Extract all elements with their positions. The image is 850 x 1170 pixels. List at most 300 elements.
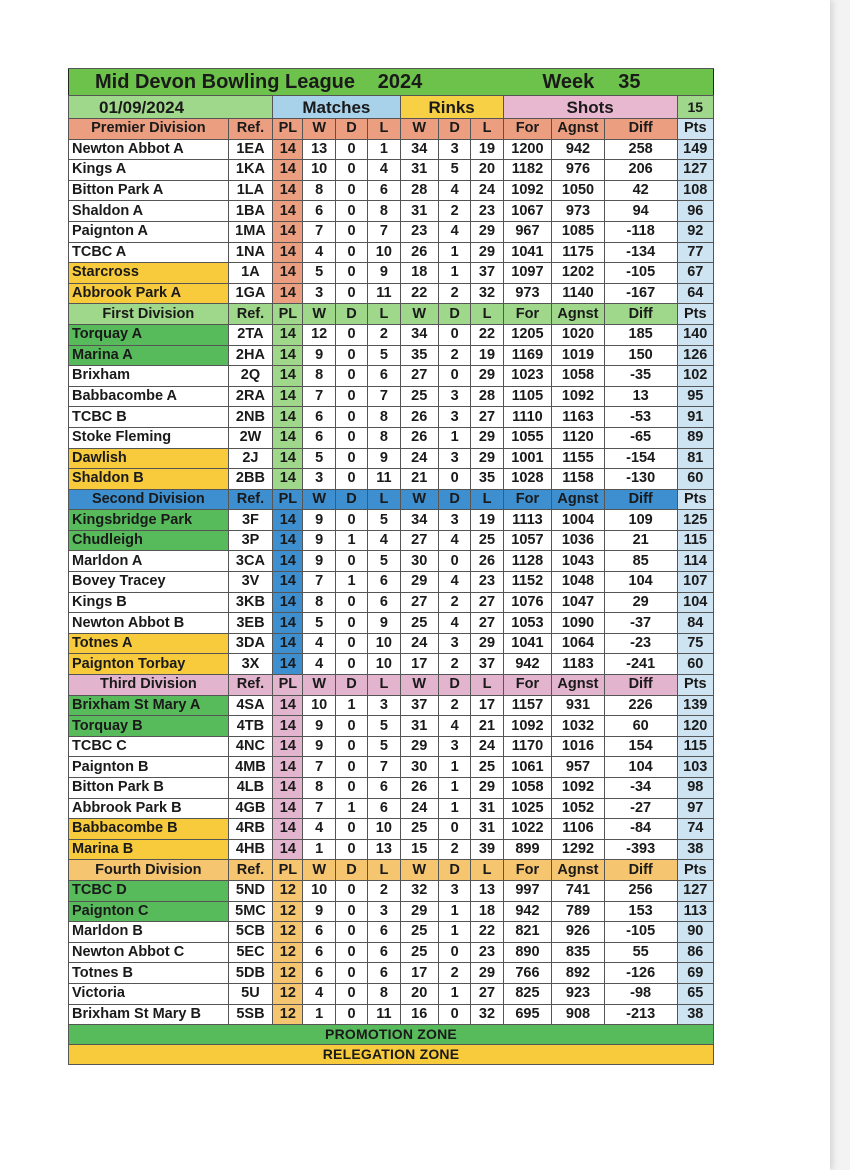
rinks-lost-cell: 23 <box>471 572 503 593</box>
matches-drawn-cell: 0 <box>335 922 367 943</box>
shots-against-cell: 741 <box>552 880 605 901</box>
points-cell: 139 <box>677 695 713 716</box>
column-header-rinks-won: W <box>400 860 438 881</box>
points-cell: 67 <box>677 263 713 284</box>
team-row <box>69 386 714 407</box>
shots-for-cell: 1061 <box>503 757 552 778</box>
matches-won-cell: 5 <box>303 448 335 469</box>
matches-won-cell: 5 <box>303 263 335 284</box>
shots-for-cell: 1028 <box>503 469 552 490</box>
ref-cell: 3V <box>228 572 272 593</box>
shot-diff-cell: 42 <box>604 180 677 201</box>
shots-against-cell: 1120 <box>552 427 605 448</box>
team-row <box>69 366 714 387</box>
team-row <box>69 283 714 304</box>
matches-lost-cell: 8 <box>368 407 400 428</box>
shot-diff-cell: 258 <box>604 139 677 160</box>
shots-against-cell: 1064 <box>552 633 605 654</box>
rinks-drawn-cell: 2 <box>438 592 470 613</box>
points-cell: 89 <box>677 427 713 448</box>
matches-won-cell: 10 <box>303 880 335 901</box>
rinks-lost-cell: 17 <box>471 695 503 716</box>
matches-lost-cell: 7 <box>368 221 400 242</box>
matches-drawn-cell: 0 <box>335 592 367 613</box>
rinks-won-cell: 26 <box>400 407 438 428</box>
rinks-drawn-cell: 3 <box>438 510 470 531</box>
shots-for-cell: 1152 <box>503 572 552 593</box>
shot-diff-cell: -241 <box>604 654 677 675</box>
rinks-lost-cell: 27 <box>471 592 503 613</box>
rinks-won-cell: 25 <box>400 942 438 963</box>
shots-against-cell: 1092 <box>552 386 605 407</box>
shot-diff-cell: -118 <box>604 221 677 242</box>
shots-for-cell: 825 <box>503 983 552 1004</box>
matches-drawn-cell: 1 <box>335 695 367 716</box>
matches-lost-cell: 8 <box>368 201 400 222</box>
rinks-won-cell: 25 <box>400 922 438 943</box>
matches-drawn-cell: 0 <box>335 345 367 366</box>
points-cell: 113 <box>677 901 713 922</box>
played-cell: 14 <box>273 263 303 284</box>
rinks-lost-cell: 29 <box>471 633 503 654</box>
column-header-shot-diff: Diff <box>604 489 677 510</box>
shot-diff-cell: 55 <box>604 942 677 963</box>
ref-cell: 4HB <box>228 839 272 860</box>
ref-cell: 5SB <box>228 1004 272 1025</box>
column-header-played: PL <box>273 860 303 881</box>
team-name: Victoria <box>69 983 229 1004</box>
shot-diff-cell: -23 <box>604 633 677 654</box>
team-name: TCBC A <box>69 242 229 263</box>
matches-drawn-cell: 0 <box>335 901 367 922</box>
column-header-matches-lost: L <box>368 119 400 140</box>
ref-cell: 1A <box>228 263 272 284</box>
points-cell: 115 <box>677 736 713 757</box>
rinks-drawn-cell: 1 <box>438 427 470 448</box>
points-cell: 38 <box>677 839 713 860</box>
column-header-rinks-drawn: D <box>438 119 470 140</box>
team-name: Bitton Park A <box>69 180 229 201</box>
matches-lost-cell: 5 <box>368 345 400 366</box>
team-name: Marina B <box>69 839 229 860</box>
matches-lost-cell: 2 <box>368 880 400 901</box>
column-header-rinks-lost: L <box>471 304 503 325</box>
rinks-drawn-cell: 2 <box>438 345 470 366</box>
shots-against-cell: 1032 <box>552 716 605 737</box>
ref-cell: 2HA <box>228 345 272 366</box>
column-header-matches-lost: L <box>368 860 400 881</box>
rinks-won-cell: 32 <box>400 880 438 901</box>
matches-lost-cell: 5 <box>368 510 400 531</box>
shots-for-cell: 899 <box>503 839 552 860</box>
league-table <box>68 68 714 1065</box>
rinks-won-cell: 24 <box>400 798 438 819</box>
rinks-lost-cell: 19 <box>471 345 503 366</box>
rinks-drawn-cell: 0 <box>438 469 470 490</box>
team-name: Paignton A <box>69 221 229 242</box>
ref-cell: 1GA <box>228 283 272 304</box>
shots-against-cell: 1036 <box>552 530 605 551</box>
matches-lost-cell: 4 <box>368 160 400 181</box>
rinks-drawn-cell: 4 <box>438 530 470 551</box>
shot-diff-cell: 21 <box>604 530 677 551</box>
column-header-shots-for: For <box>503 675 552 696</box>
shots-against-cell: 1020 <box>552 324 605 345</box>
relegation-zone-legend-row <box>69 1045 714 1065</box>
rinks-won-cell: 17 <box>400 654 438 675</box>
team-row <box>69 633 714 654</box>
played-cell: 14 <box>273 716 303 737</box>
ref-cell: 1KA <box>228 160 272 181</box>
shots-for-cell: 1023 <box>503 366 552 387</box>
shots-against-cell: 1140 <box>552 283 605 304</box>
shot-diff-cell: -53 <box>604 407 677 428</box>
rinks-won-cell: 29 <box>400 736 438 757</box>
matches-won-cell: 8 <box>303 592 335 613</box>
rinks-lost-cell: 31 <box>471 819 503 840</box>
shots-against-cell: 976 <box>552 160 605 181</box>
shots-for-cell: 1076 <box>503 592 552 613</box>
shots-for-cell: 1058 <box>503 778 552 799</box>
shots-for-cell: 942 <box>503 901 552 922</box>
column-header-matches-drawn: D <box>335 675 367 696</box>
ref-cell: 1BA <box>228 201 272 222</box>
column-header-shots-for: For <box>503 119 552 140</box>
shot-diff-cell: 29 <box>604 592 677 613</box>
ref-cell: 4SA <box>228 695 272 716</box>
rinks-won-cell: 26 <box>400 427 438 448</box>
shots-for-cell: 1022 <box>503 819 552 840</box>
matches-drawn-cell: 0 <box>335 263 367 284</box>
team-row <box>69 963 714 984</box>
column-header-ref: Ref. <box>228 489 272 510</box>
matches-drawn-cell: 0 <box>335 366 367 387</box>
column-header-points: Pts <box>677 860 713 881</box>
shots-against-cell: 1047 <box>552 592 605 613</box>
shots-for-cell: 1067 <box>503 201 552 222</box>
ref-cell: 2W <box>228 427 272 448</box>
team-row <box>69 345 714 366</box>
points-cell: 81 <box>677 448 713 469</box>
shots-against-cell: 1052 <box>552 798 605 819</box>
matches-won-cell: 7 <box>303 572 335 593</box>
column-header-shot-diff: Diff <box>604 119 677 140</box>
ref-cell: 1EA <box>228 139 272 160</box>
ref-cell: 2TA <box>228 324 272 345</box>
column-header-rinks-lost: L <box>471 119 503 140</box>
team-row <box>69 613 714 634</box>
shots-for-cell: 973 <box>503 283 552 304</box>
matches-drawn-cell: 0 <box>335 201 367 222</box>
rinks-drawn-cell: 1 <box>438 778 470 799</box>
matches-drawn-cell: 0 <box>335 160 367 181</box>
rinks-lost-cell: 37 <box>471 654 503 675</box>
column-header-matches-drawn: D <box>335 860 367 881</box>
column-header-shots-for: For <box>503 304 552 325</box>
rinks-lost-cell: 29 <box>471 427 503 448</box>
matches-drawn-cell: 0 <box>335 427 367 448</box>
team-row <box>69 242 714 263</box>
matches-lost-cell: 9 <box>368 448 400 469</box>
shot-diff-cell: -393 <box>604 839 677 860</box>
team-name: Babbacombe A <box>69 386 229 407</box>
shot-diff-cell: -167 <box>604 283 677 304</box>
matches-lost-cell: 6 <box>368 180 400 201</box>
division-header-row <box>69 119 714 140</box>
team-name: Newton Abbot C <box>69 942 229 963</box>
ref-cell: 5ND <box>228 880 272 901</box>
played-cell: 12 <box>273 942 303 963</box>
rinks-lost-cell: 32 <box>471 283 503 304</box>
division-header-row <box>69 304 714 325</box>
team-name: Newton Abbot B <box>69 613 229 634</box>
relegation-zone-legend: RELEGATION ZONE <box>69 1045 714 1065</box>
rinks-lost-cell: 27 <box>471 407 503 428</box>
played-cell: 14 <box>273 469 303 490</box>
rinks-lost-cell: 29 <box>471 366 503 387</box>
column-header-rinks-won: W <box>400 489 438 510</box>
rinks-drawn-cell: 4 <box>438 180 470 201</box>
shots-against-cell: 1016 <box>552 736 605 757</box>
matches-lost-cell: 6 <box>368 963 400 984</box>
rinks-won-cell: 21 <box>400 469 438 490</box>
rinks-won-cell: 31 <box>400 160 438 181</box>
rinks-drawn-cell: 1 <box>438 757 470 778</box>
points-cell: 92 <box>677 221 713 242</box>
team-row <box>69 324 714 345</box>
rinks-drawn-cell: 2 <box>438 839 470 860</box>
shots-against-cell: 1048 <box>552 572 605 593</box>
ref-cell: 3DA <box>228 633 272 654</box>
column-header-shots-for: For <box>503 860 552 881</box>
rinks-drawn-cell: 0 <box>438 551 470 572</box>
team-row <box>69 716 714 737</box>
team-name: Totnes B <box>69 963 229 984</box>
matches-drawn-cell: 0 <box>335 633 367 654</box>
points-cell: 125 <box>677 510 713 531</box>
rinks-lost-cell: 37 <box>471 263 503 284</box>
points-cell: 74 <box>677 819 713 840</box>
matches-won-cell: 9 <box>303 510 335 531</box>
matches-won-cell: 7 <box>303 386 335 407</box>
rinks-drawn-cell: 3 <box>438 448 470 469</box>
shot-diff-cell: 153 <box>604 901 677 922</box>
shot-diff-cell: 94 <box>604 201 677 222</box>
points-cell: 114 <box>677 551 713 572</box>
shots-against-cell: 908 <box>552 1004 605 1025</box>
matches-lost-cell: 10 <box>368 654 400 675</box>
matches-drawn-cell: 0 <box>335 654 367 675</box>
matches-drawn-cell: 0 <box>335 757 367 778</box>
shots-for-cell: 1169 <box>503 345 552 366</box>
column-header-points: Pts <box>677 304 713 325</box>
column-header-shots-against: Agnst <box>552 119 605 140</box>
matches-lost-cell: 5 <box>368 716 400 737</box>
rinks-won-cell: 25 <box>400 819 438 840</box>
matches-drawn-cell: 0 <box>335 880 367 901</box>
matches-lost-cell: 6 <box>368 798 400 819</box>
column-header-rinks-lost: L <box>471 489 503 510</box>
ref-cell: 5U <box>228 983 272 1004</box>
team-name: Marldon A <box>69 551 229 572</box>
column-header-played: PL <box>273 489 303 510</box>
team-name: Chudleigh <box>69 530 229 551</box>
rinks-lost-cell: 29 <box>471 963 503 984</box>
shots-against-cell: 923 <box>552 983 605 1004</box>
matches-drawn-cell: 0 <box>335 736 367 757</box>
matches-won-cell: 1 <box>303 839 335 860</box>
games-total: 15 <box>677 96 713 119</box>
played-cell: 12 <box>273 963 303 984</box>
matches-drawn-cell: 0 <box>335 1004 367 1025</box>
team-row <box>69 983 714 1004</box>
column-header-ref: Ref. <box>228 860 272 881</box>
season-year: 2024 <box>368 69 471 96</box>
rinks-lost-cell: 24 <box>471 180 503 201</box>
matches-lost-cell: 9 <box>368 263 400 284</box>
shots-against-cell: 957 <box>552 757 605 778</box>
rinks-won-cell: 18 <box>400 263 438 284</box>
rinks-won-cell: 37 <box>400 695 438 716</box>
played-cell: 14 <box>273 324 303 345</box>
played-cell: 14 <box>273 695 303 716</box>
played-cell: 14 <box>273 757 303 778</box>
points-cell: 64 <box>677 283 713 304</box>
ref-cell: 3KB <box>228 592 272 613</box>
rinks-lost-cell: 29 <box>471 448 503 469</box>
matches-drawn-cell: 0 <box>335 819 367 840</box>
shot-diff-cell: -130 <box>604 469 677 490</box>
matches-lost-cell: 6 <box>368 778 400 799</box>
played-cell: 14 <box>273 592 303 613</box>
matches-drawn-cell: 0 <box>335 942 367 963</box>
matches-won-cell: 9 <box>303 345 335 366</box>
shots-for-cell: 766 <box>503 963 552 984</box>
ref-cell: 2NB <box>228 407 272 428</box>
rinks-won-cell: 25 <box>400 613 438 634</box>
team-name: Abbrook Park B <box>69 798 229 819</box>
column-header-shots-against: Agnst <box>552 860 605 881</box>
rinks-drawn-cell: 2 <box>438 963 470 984</box>
matches-won-cell: 4 <box>303 633 335 654</box>
ref-cell: 3F <box>228 510 272 531</box>
matches-won-cell: 6 <box>303 942 335 963</box>
rinks-drawn-cell: 1 <box>438 242 470 263</box>
shot-diff-cell: 104 <box>604 757 677 778</box>
matches-drawn-cell: 0 <box>335 778 367 799</box>
team-name: Abbrook Park A <box>69 283 229 304</box>
rinks-drawn-cell: 2 <box>438 283 470 304</box>
points-cell: 140 <box>677 324 713 345</box>
rinks-drawn-cell: 1 <box>438 922 470 943</box>
team-name: Stoke Fleming <box>69 427 229 448</box>
rinks-won-cell: 34 <box>400 139 438 160</box>
matches-lost-cell: 9 <box>368 613 400 634</box>
matches-drawn-cell: 1 <box>335 572 367 593</box>
team-row <box>69 592 714 613</box>
matches-lost-cell: 3 <box>368 901 400 922</box>
shots-against-cell: 1004 <box>552 510 605 531</box>
matches-lost-cell: 11 <box>368 469 400 490</box>
played-cell: 12 <box>273 880 303 901</box>
shots-for-cell: 1157 <box>503 695 552 716</box>
column-header-shots-against: Agnst <box>552 675 605 696</box>
shots-for-cell: 1041 <box>503 633 552 654</box>
played-cell: 14 <box>273 427 303 448</box>
matches-lost-cell: 4 <box>368 530 400 551</box>
column-header-rinks-lost: L <box>471 860 503 881</box>
column-header-matches-lost: L <box>368 489 400 510</box>
rinks-drawn-cell: 3 <box>438 386 470 407</box>
division-name: Third Division <box>69 675 229 696</box>
rinks-won-cell: 30 <box>400 551 438 572</box>
matches-won-cell: 3 <box>303 283 335 304</box>
shot-diff-cell: 150 <box>604 345 677 366</box>
rinks-lost-cell: 23 <box>471 942 503 963</box>
rinks-won-cell: 34 <box>400 510 438 531</box>
team-name: Bovey Tracey <box>69 572 229 593</box>
rinks-won-cell: 16 <box>400 1004 438 1025</box>
shot-diff-cell: -27 <box>604 798 677 819</box>
played-cell: 14 <box>273 201 303 222</box>
ref-cell: 3P <box>228 530 272 551</box>
rinks-lost-cell: 22 <box>471 324 503 345</box>
points-cell: 120 <box>677 716 713 737</box>
rinks-lost-cell: 27 <box>471 983 503 1004</box>
team-row <box>69 880 714 901</box>
shots-for-cell: 1055 <box>503 427 552 448</box>
matches-won-cell: 10 <box>303 695 335 716</box>
matches-drawn-cell: 0 <box>335 469 367 490</box>
points-cell: 126 <box>677 345 713 366</box>
column-header-rinks-won: W <box>400 304 438 325</box>
matches-won-cell: 7 <box>303 221 335 242</box>
points-cell: 84 <box>677 613 713 634</box>
shots-against-cell: 1019 <box>552 345 605 366</box>
column-header-ref: Ref. <box>228 119 272 140</box>
shots-for-cell: 1105 <box>503 386 552 407</box>
week-number: 35 <box>604 69 713 96</box>
shot-diff-cell: -84 <box>604 819 677 840</box>
rinks-drawn-cell: 3 <box>438 880 470 901</box>
shots-for-cell: 1053 <box>503 613 552 634</box>
played-cell: 14 <box>273 221 303 242</box>
shots-for-cell: 890 <box>503 942 552 963</box>
matches-lost-cell: 8 <box>368 427 400 448</box>
matches-won-cell: 5 <box>303 613 335 634</box>
team-name: Brixham St Mary B <box>69 1004 229 1025</box>
points-cell: 96 <box>677 201 713 222</box>
rinks-lost-cell: 20 <box>471 160 503 181</box>
matches-drawn-cell: 0 <box>335 407 367 428</box>
shots-for-cell: 1205 <box>503 324 552 345</box>
matches-group-label: Matches <box>273 96 400 119</box>
shot-diff-cell: 13 <box>604 386 677 407</box>
shot-diff-cell: -154 <box>604 448 677 469</box>
matches-won-cell: 12 <box>303 324 335 345</box>
matches-lost-cell: 7 <box>368 386 400 407</box>
ref-cell: 2J <box>228 448 272 469</box>
column-header-rinks-drawn: D <box>438 304 470 325</box>
rinks-lost-cell: 35 <box>471 469 503 490</box>
shots-for-cell: 1097 <box>503 263 552 284</box>
shots-against-cell: 1163 <box>552 407 605 428</box>
title-row <box>69 69 714 96</box>
ref-cell: 4MB <box>228 757 272 778</box>
shots-for-cell: 1025 <box>503 798 552 819</box>
team-name: Kingsbridge Park <box>69 510 229 531</box>
team-name: Paignton Torbay <box>69 654 229 675</box>
